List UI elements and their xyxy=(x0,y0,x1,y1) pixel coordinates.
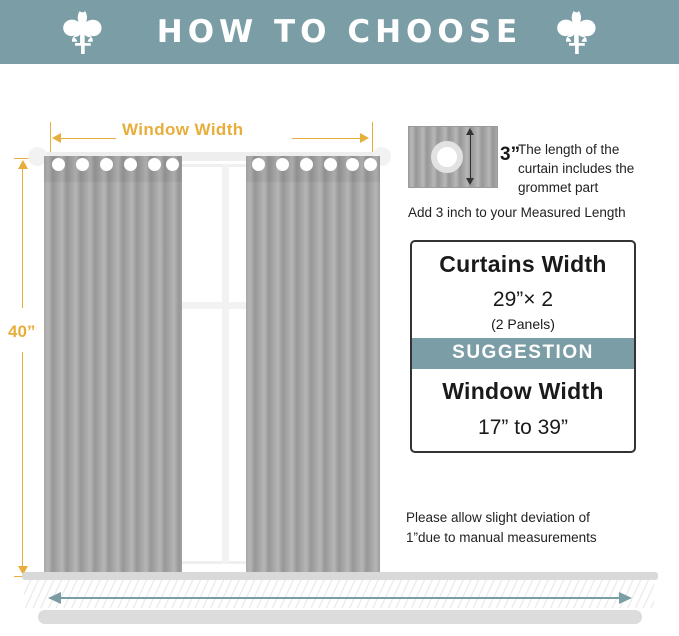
grommet-icon xyxy=(324,158,337,171)
add-length-note: Add 3 inch to your Measured Length xyxy=(408,205,626,220)
grommet-icon xyxy=(364,158,377,171)
arrow-down-icon xyxy=(466,178,474,185)
width-arrow-left-head xyxy=(52,133,61,143)
panel-header-band xyxy=(246,156,380,182)
window-mullion-vertical xyxy=(222,164,229,564)
height-arrow-line-upper xyxy=(22,168,23,308)
curtain-panel-left xyxy=(44,156,182,576)
page-title: HOW TO CHOOSE xyxy=(156,14,523,50)
grommet-icon xyxy=(346,158,359,171)
panel-header-band xyxy=(44,156,182,182)
fleur-de-lis-icon xyxy=(62,10,108,54)
grommet-description: The length of the curtain includes the grommet part xyxy=(518,142,635,195)
floor-base xyxy=(38,610,642,624)
panels-note: (2 Panels) xyxy=(491,316,555,332)
fleur-de-lis-icon-right xyxy=(556,10,602,54)
header-banner xyxy=(0,0,679,64)
height-arrow-up-head xyxy=(18,160,28,169)
width-arrow-right-head xyxy=(360,133,369,143)
dimension-line xyxy=(470,132,471,182)
suggestion-band: SUGGESTION xyxy=(412,338,634,369)
grommet-dimension-arrow xyxy=(464,128,494,186)
grommet-icon xyxy=(52,158,65,171)
grommet-info-block xyxy=(408,126,658,195)
floor-line xyxy=(22,572,658,580)
width-arrow-line-left xyxy=(58,138,116,139)
window-width-title: Window Width xyxy=(442,378,604,404)
grommet-icon xyxy=(76,158,89,171)
deviation-note xyxy=(406,508,664,548)
pleat-texture xyxy=(246,156,380,576)
curtain-panel-right xyxy=(246,156,380,576)
height-arrow-line-lower xyxy=(22,352,23,566)
grommet-icon-large xyxy=(431,141,463,173)
grommet-icon xyxy=(276,158,289,171)
window-width-range: 17” to 39” xyxy=(478,416,568,439)
pleat-texture xyxy=(44,156,182,576)
suggestion-box xyxy=(410,240,636,453)
grommet-icon xyxy=(300,158,313,171)
curtains-width-value: 29”× 2 xyxy=(492,288,554,311)
grommet-dimension-label: 3” xyxy=(500,144,521,165)
curtains-width-title: Curtains Width xyxy=(439,251,607,277)
width-arrow-line-right xyxy=(292,138,364,139)
grommet-note xyxy=(408,126,658,195)
deviation-line-1: Please allow slight deviation of xyxy=(406,510,590,525)
window-width-label: Window Width xyxy=(122,120,244,139)
grommet-icon xyxy=(124,158,137,171)
grommet-icon xyxy=(166,158,179,171)
deviation-line-2: 1”due to manual measurements xyxy=(406,530,597,545)
floor-width-arrow-right xyxy=(619,592,632,604)
floor-width-line xyxy=(60,597,620,599)
curtain-height-label: 40” xyxy=(8,322,36,341)
grommet-icon xyxy=(252,158,265,171)
grommet-icon xyxy=(100,158,113,171)
floor-hatching xyxy=(24,580,654,608)
grommet-icon xyxy=(148,158,161,171)
